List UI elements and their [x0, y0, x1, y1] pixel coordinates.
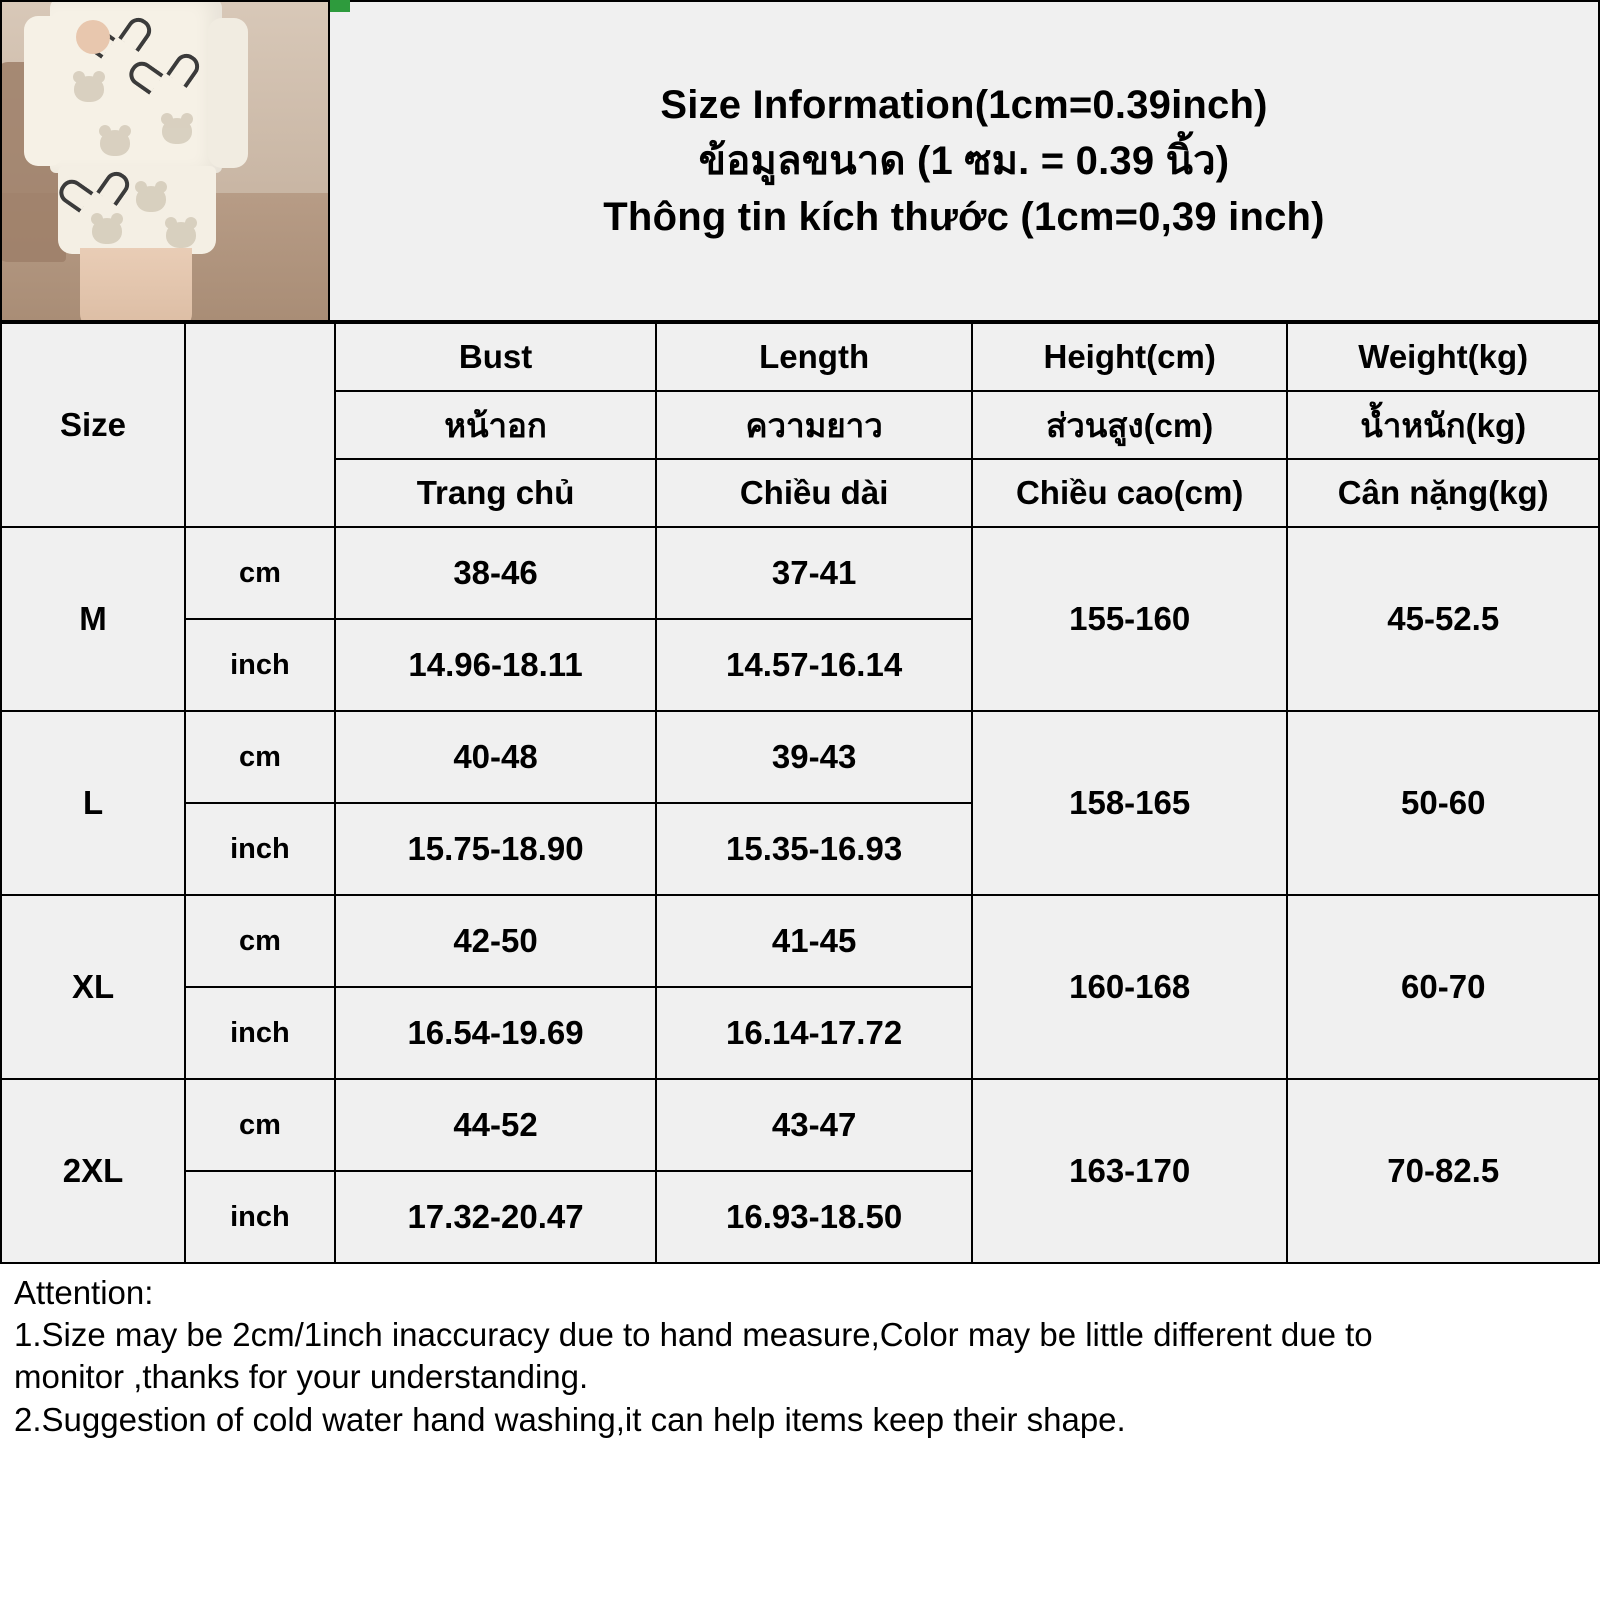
heart-print-icon: [74, 175, 113, 210]
cell-length-cm: 37-41: [656, 527, 972, 619]
cell-weight: 50-60: [1287, 711, 1599, 895]
table-row: [1, 1079, 1599, 1171]
cell-bust-cm: 42-50: [335, 895, 657, 987]
column-header-length-th: ความยาว: [656, 391, 972, 459]
unit-cm: cm: [185, 895, 335, 987]
unit-cm: cm: [185, 527, 335, 619]
cell-length-cm: 39-43: [656, 711, 972, 803]
table-row: [1, 527, 1599, 619]
column-header-weight-vi: Cân nặng(kg): [1287, 459, 1599, 527]
product-photo: [0, 0, 330, 322]
cell-bust-cm: 44-52: [335, 1079, 657, 1171]
cell-bust-inch: 17.32-20.47: [335, 1171, 657, 1263]
garment-sleeve-left: [24, 16, 64, 166]
cell-length-inch: 16.93-18.50: [656, 1171, 972, 1263]
column-header-unit-spacer: [185, 323, 335, 527]
cell-bust-inch: 15.75-18.90: [335, 803, 657, 895]
unit-inch: inch: [185, 619, 335, 711]
attention-block: [0, 1264, 1600, 1441]
column-header-length-en: Length: [656, 323, 972, 391]
unit-inch: inch: [185, 803, 335, 895]
cell-bust-inch: 14.96-18.11: [335, 619, 657, 711]
table-row: [1, 895, 1599, 987]
cell-height: 155-160: [972, 527, 1288, 711]
unit-cm: cm: [185, 1079, 335, 1171]
model-legs: [80, 248, 192, 322]
column-header-length-vi: Chiều dài: [656, 459, 972, 527]
cell-bust-cm: 38-46: [335, 527, 657, 619]
cell-weight: 45-52.5: [1287, 527, 1599, 711]
attention-heading: Attention:: [14, 1274, 154, 1311]
cell-bust-cm: 40-48: [335, 711, 657, 803]
cell-weight: 70-82.5: [1287, 1079, 1599, 1263]
column-header-weight-th: น้ำหนัก(kg): [1287, 391, 1599, 459]
title-line-th: ข้อมูลขนาด (1 ซม. = 0.39 นิ้ว): [698, 139, 1230, 183]
cell-length-inch: 16.14-17.72: [656, 987, 972, 1079]
title-line-en: Size Information(1cm=0.39inch): [660, 83, 1268, 127]
garment-top: [50, 0, 222, 173]
heart-print-icon: [144, 57, 183, 92]
table-row: [1, 711, 1599, 803]
cell-bust-inch: 16.54-19.69: [335, 987, 657, 1079]
bear-print-icon: [100, 130, 130, 156]
cell-length-inch: 14.57-16.14: [656, 619, 972, 711]
size-table: [0, 322, 1600, 1264]
row-size-label: 2XL: [1, 1079, 185, 1263]
table-header-row-en: [1, 323, 1599, 391]
cell-weight: 60-70: [1287, 895, 1599, 1079]
attention-line-3: 2.Suggestion of cold water hand washing,it can help items keep their shape.: [14, 1400, 1126, 1438]
cell-height: 163-170: [972, 1079, 1288, 1263]
cell-height: 158-165: [972, 711, 1288, 895]
column-header-bust-vi: Trang chủ: [335, 459, 657, 527]
row-size-label: M: [1, 527, 185, 711]
column-header-height-th: ส่วนสูง(cm): [972, 391, 1288, 459]
model-hand: [76, 20, 110, 54]
attention-line-1: 1.Size may be 2cm/1inch inaccuracy due to hand measure,Color may be little different due to: [14, 1316, 1373, 1354]
column-header-size: Size: [1, 323, 185, 527]
photo-model: [40, 0, 230, 322]
title-block: [330, 0, 1600, 322]
attention-line-2: monitor ,thanks for your understanding.: [14, 1358, 589, 1396]
green-marker: [330, 0, 350, 12]
unit-inch: inch: [185, 1171, 335, 1263]
column-header-bust-en: Bust: [335, 323, 657, 391]
unit-cm: cm: [185, 711, 335, 803]
column-header-bust-th: หน้าอก: [335, 391, 657, 459]
row-size-label: L: [1, 711, 185, 895]
column-header-height-vi: Chiều cao(cm): [972, 459, 1288, 527]
title-line-vi: Thông tin kích thước (1cm=0,39 inch): [603, 195, 1325, 239]
header-row: [0, 0, 1600, 322]
unit-inch: inch: [185, 987, 335, 1079]
bear-print-icon: [92, 218, 122, 244]
cell-length-inch: 15.35-16.93: [656, 803, 972, 895]
row-size-label: XL: [1, 895, 185, 1079]
column-header-weight-en: Weight(kg): [1287, 323, 1599, 391]
garment-sleeve-right: [208, 18, 248, 168]
bear-print-icon: [136, 186, 166, 212]
garment-shorts: [58, 166, 216, 254]
bear-print-icon: [166, 222, 196, 248]
cell-length-cm: 43-47: [656, 1079, 972, 1171]
bear-print-icon: [162, 118, 192, 144]
cell-height: 160-168: [972, 895, 1288, 1079]
bear-print-icon: [74, 76, 104, 102]
cell-length-cm: 41-45: [656, 895, 972, 987]
column-header-height-en: Height(cm): [972, 323, 1288, 391]
